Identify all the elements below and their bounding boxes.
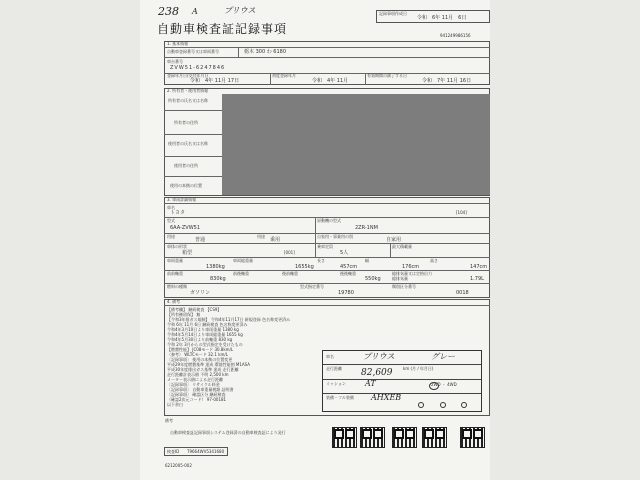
gross-label: 車両総重量 <box>233 258 253 263</box>
remark-line: メーター表示値による走行距離 <box>167 377 223 382</box>
remark-line: 【備考欄】 継続検査 【CS9】 <box>167 307 222 312</box>
front-axle-label: 前前軸重 <box>167 271 183 276</box>
maker: トヨタ <box>170 210 186 216</box>
footer-remark-label: 備考 <box>165 418 173 423</box>
class-number: 0018 <box>456 290 469 296</box>
qr-code <box>392 427 417 448</box>
owner-address-label: 所有者の住所 <box>174 120 198 125</box>
remark-line: 令和4年3月10日より車両重量 1380 kg <box>167 327 239 332</box>
weight-label: 車両重量 <box>167 258 183 263</box>
section3-heading: 3. 車両詳細情報 <box>167 197 197 202</box>
engine-label: 原動機の型式 <box>317 218 341 223</box>
weight-value: 1380kg <box>206 264 225 270</box>
page-code: 6212005-002 <box>165 463 192 468</box>
class-number-label: 類別区分番号 <box>392 284 416 289</box>
remark-line: 〔記録事項〕 使用の本拠の位置変更 <box>167 357 233 362</box>
handwritten-number: 238 <box>158 5 179 18</box>
qr-code <box>332 427 357 448</box>
type-number: 19780 <box>338 290 354 296</box>
length-value: 457cm <box>340 264 358 270</box>
remark-line: 【令和3年排ガス規制】 令和4年11月17日 新規登録 色名称変更済み <box>167 317 291 322</box>
remark-line: 〔記録事項〕 自動車重量税額 証明書 <box>167 387 234 392</box>
fuel-label: 燃料の種類 <box>167 284 187 289</box>
note-meter-label: 走行距離 <box>326 366 342 371</box>
use-value: 普通 <box>195 237 206 243</box>
note-mission-label: ミッション <box>326 381 346 386</box>
power-label: 総排気量又は定格出力 <box>392 271 432 276</box>
height-label: 高さ <box>430 258 438 263</box>
option-circle <box>461 402 467 408</box>
chassis-value: ZVW51-6247846 <box>170 65 226 71</box>
fuel-value: ガソリン <box>190 290 211 296</box>
body-code: [001] <box>284 250 295 255</box>
note-mission: AT <box>365 379 376 388</box>
engine-value: 2ZR-1NM <box>355 225 378 231</box>
type-value: 6AA-ZVW51 <box>170 225 201 231</box>
use-label: 用途 <box>167 234 175 239</box>
remark-line: 以下余白 <box>167 402 183 407</box>
remark-line: 令和 2年 3月からの型式指定を受けたもの <box>167 342 243 347</box>
section2-heading: 2. 所有者・使用者情報 <box>167 88 209 93</box>
first-reg: 令和 4年 11月 17日 <box>190 78 240 84</box>
section1-heading: 1. 基本情報 <box>167 41 189 46</box>
purpose-value: 乗用 <box>270 237 281 243</box>
rear-front-axle-label: 後前軸重 <box>282 271 298 276</box>
option-circle <box>418 402 424 408</box>
chassis-label: 車台番号 <box>167 59 183 64</box>
remark-line: 〔記録事項〕 確認区分 継続検査 <box>167 392 226 397</box>
body-label: 車体の形状 <box>167 244 187 249</box>
front-axle-value: 830kg <box>210 276 226 282</box>
remark-line: 〈参考〉 WLTCモード 32.1 km/L <box>167 352 228 357</box>
note-drive: 2WD ・ 4WD <box>431 382 457 387</box>
reg-no: 栃木 300 わ 6180 <box>244 49 287 55</box>
handwritten-letter: A <box>192 7 198 16</box>
rear-axle-label: 後後軸重 <box>340 271 356 276</box>
note-meter: 82,609 <box>361 368 393 378</box>
front-rear-axle-label: 前後軸重 <box>233 271 249 276</box>
remark-line: 令和4年5月14日より車両総重量 1655 kg <box>167 332 243 337</box>
capacity-label: 乗車定員 <box>317 244 333 249</box>
option-circle <box>440 402 446 408</box>
capacity-value: 5人 <box>340 250 349 256</box>
user-address-label: 使用者の住所 <box>174 163 198 168</box>
issue-date: 令和 6年 11月 6日 <box>417 15 467 21</box>
remark-line: 〔記録事項〕 リサイクル料金 <box>167 382 220 387</box>
handwritten-note-box <box>322 350 482 412</box>
length-label: 長さ <box>317 258 325 263</box>
max-load-label: 最大積載量 <box>392 244 412 249</box>
private-label: 自家用・事業用の別 <box>317 234 353 239</box>
note-option: AHXEB <box>371 393 402 402</box>
qr-code <box>460 427 485 448</box>
gross-value: 1655kg <box>295 264 314 270</box>
page-title: 自動車検査証記録事項 <box>157 22 288 36</box>
first-reg-label: 登録年月日/交付年月日 <box>167 73 209 78</box>
remark-line: 令和 6年 11月 6日 継続検査 色名称変更済み <box>167 322 248 327</box>
issue-date-label: 記録事項作成日 <box>379 11 407 16</box>
rear-axle-value: 550kg <box>365 276 381 282</box>
remark-line: 【燃費性能】 JC08モード 30.8km/L <box>167 347 234 352</box>
type-number-label: 型式指定番号 <box>300 284 324 289</box>
remark-line: 走行距離計表示値 不明 2,500 km <box>167 372 229 377</box>
width-label: 幅 <box>365 258 369 263</box>
expiry-label: 有効期間の満了する日 <box>367 73 407 78</box>
note-color: グレー <box>431 352 455 361</box>
section4-heading: 4. 備考 <box>167 299 181 304</box>
remark-line: 平成29年度燃費基準 達成 環境性能割 M1ASA <box>167 362 250 367</box>
remark-line: 令和4年5月30日より前軸重 830 kg <box>167 337 233 342</box>
handwritten-model: プリウス <box>224 6 256 15</box>
height-value: 147cm <box>470 264 488 270</box>
type-label: 型式 <box>167 218 175 223</box>
qr-code <box>360 427 385 448</box>
body-value: 箱型 <box>182 250 193 256</box>
remark-line: 【所有権留保】 無 <box>167 312 201 317</box>
doc-code: 941249986156 <box>440 33 471 38</box>
base-location-label: 使用の本拠の位置 <box>170 183 202 188</box>
inspection-id-label: 検査ID <box>167 449 180 454</box>
width-value: 176cm <box>402 264 420 270</box>
first-date: 令和 4年 11月 <box>312 78 349 84</box>
remark-line: 平成30年度排出ガス基準 達成 走行距離 <box>167 367 239 372</box>
displacement-label: 総排気量 <box>392 276 408 281</box>
owner-name-label: 所有者の氏名又は名称 <box>168 98 208 103</box>
purpose-label: 用途 <box>257 234 265 239</box>
footer-system-text: 自動車検査証記録事項システム登録済の自動車検査証により発行 <box>170 430 286 435</box>
note-name: プリウス <box>363 352 395 361</box>
displacement-value: 1.79L <box>470 276 484 282</box>
maker-code: [104] <box>456 210 467 215</box>
note-option-label: 装備・フル装備 <box>326 395 354 400</box>
inspection-id: T9664WV5341680 <box>187 449 225 454</box>
user-name-label: 使用者の氏名又は名称 <box>168 141 208 146</box>
expiry: 令和 7年 11月 16日 <box>422 78 472 84</box>
qr-code <box>422 427 447 448</box>
inspection-id-box <box>164 447 228 456</box>
first-date-label: 初度登録年月 <box>272 73 296 78</box>
note-name-label: 車名 <box>326 354 334 359</box>
document-page <box>140 0 490 480</box>
remark-line: （確認2次元コード） 97-00181 <box>167 397 227 402</box>
issue-date-box <box>376 10 490 23</box>
reg-no-label: 自動車登録番号又は車両番号 <box>167 49 219 54</box>
redacted-owner-block <box>222 94 490 195</box>
note-meter-unit: km (月 / 年月日) <box>403 366 434 371</box>
maker-label: 車名 <box>167 205 175 210</box>
private-value: 自家用 <box>386 237 402 243</box>
